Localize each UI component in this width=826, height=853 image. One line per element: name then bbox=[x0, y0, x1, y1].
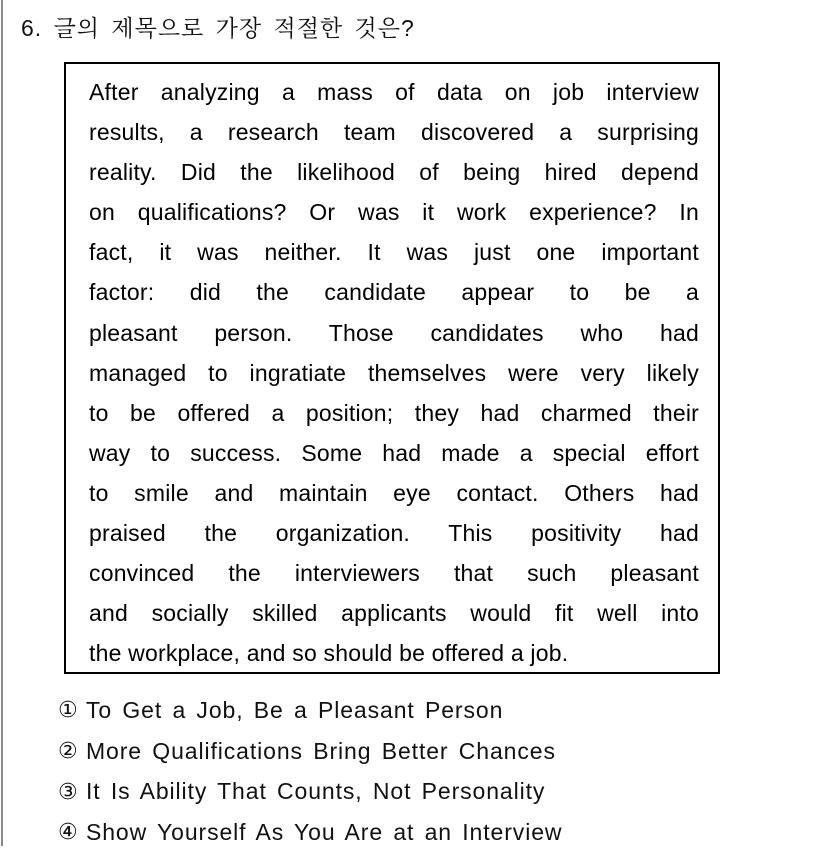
answer-option-text: To Get a Job, Be a Pleasant Person bbox=[86, 696, 504, 723]
passage-line: reality. Did the likelihood of being hired depend bbox=[89, 159, 699, 186]
passage-line: the workplace, and so should be offered a job. bbox=[89, 640, 569, 667]
answer-option-text: It Is Ability That Counts, Not Personality bbox=[86, 778, 546, 805]
answer-option-text: Show Yourself As You Are at an Interview bbox=[86, 818, 563, 845]
passage-line: managed to ingratiate themselves were very likely bbox=[89, 359, 699, 386]
circled-number-2-icon: ② bbox=[58, 738, 78, 764]
passage-text bbox=[89, 72, 699, 673]
passage-line: on qualifications? Or was it work experience? In bbox=[89, 199, 699, 226]
passage-line: fact, it was neither. It was just one important bbox=[89, 239, 699, 266]
answer-option-text: More Qualifications Bring Better Chances bbox=[86, 737, 556, 764]
answer-options bbox=[58, 690, 562, 853]
passage-line: results, a research team discovered a surprising bbox=[89, 119, 699, 146]
answer-option-2[interactable] bbox=[58, 731, 562, 772]
passage-box bbox=[64, 62, 720, 674]
passage-line: convinced the interviewers that such pleasant bbox=[89, 560, 699, 587]
passage-line: and socially skilled applicants would fit well into bbox=[89, 600, 699, 627]
passage-line: way to success. Some had made a special effort bbox=[89, 439, 699, 466]
passage-line: After analyzing a mass of data on job interview bbox=[89, 79, 699, 105]
answer-option-4[interactable] bbox=[58, 812, 562, 853]
circled-number-3-icon: ③ bbox=[58, 778, 78, 804]
page-left-margin-rule bbox=[1, 0, 3, 846]
passage-line: factor: did the candidate appear to be a bbox=[89, 279, 699, 306]
passage-line: to smile and maintain eye contact. Others had bbox=[89, 479, 699, 506]
answer-option-3[interactable] bbox=[58, 771, 562, 812]
passage-line: to be offered a position; they had charmed their bbox=[89, 399, 699, 426]
answer-option-1[interactable] bbox=[58, 690, 562, 731]
question-title: 6. 글의 제목으로 가장 적절한 것은? bbox=[21, 15, 415, 41]
circled-number-4-icon: ④ bbox=[58, 819, 78, 845]
circled-number-1-icon: ① bbox=[58, 697, 78, 723]
passage-line: pleasant person. Those candidates who had bbox=[89, 319, 699, 346]
passage-line: praised the organization. This positivity had bbox=[89, 520, 699, 547]
